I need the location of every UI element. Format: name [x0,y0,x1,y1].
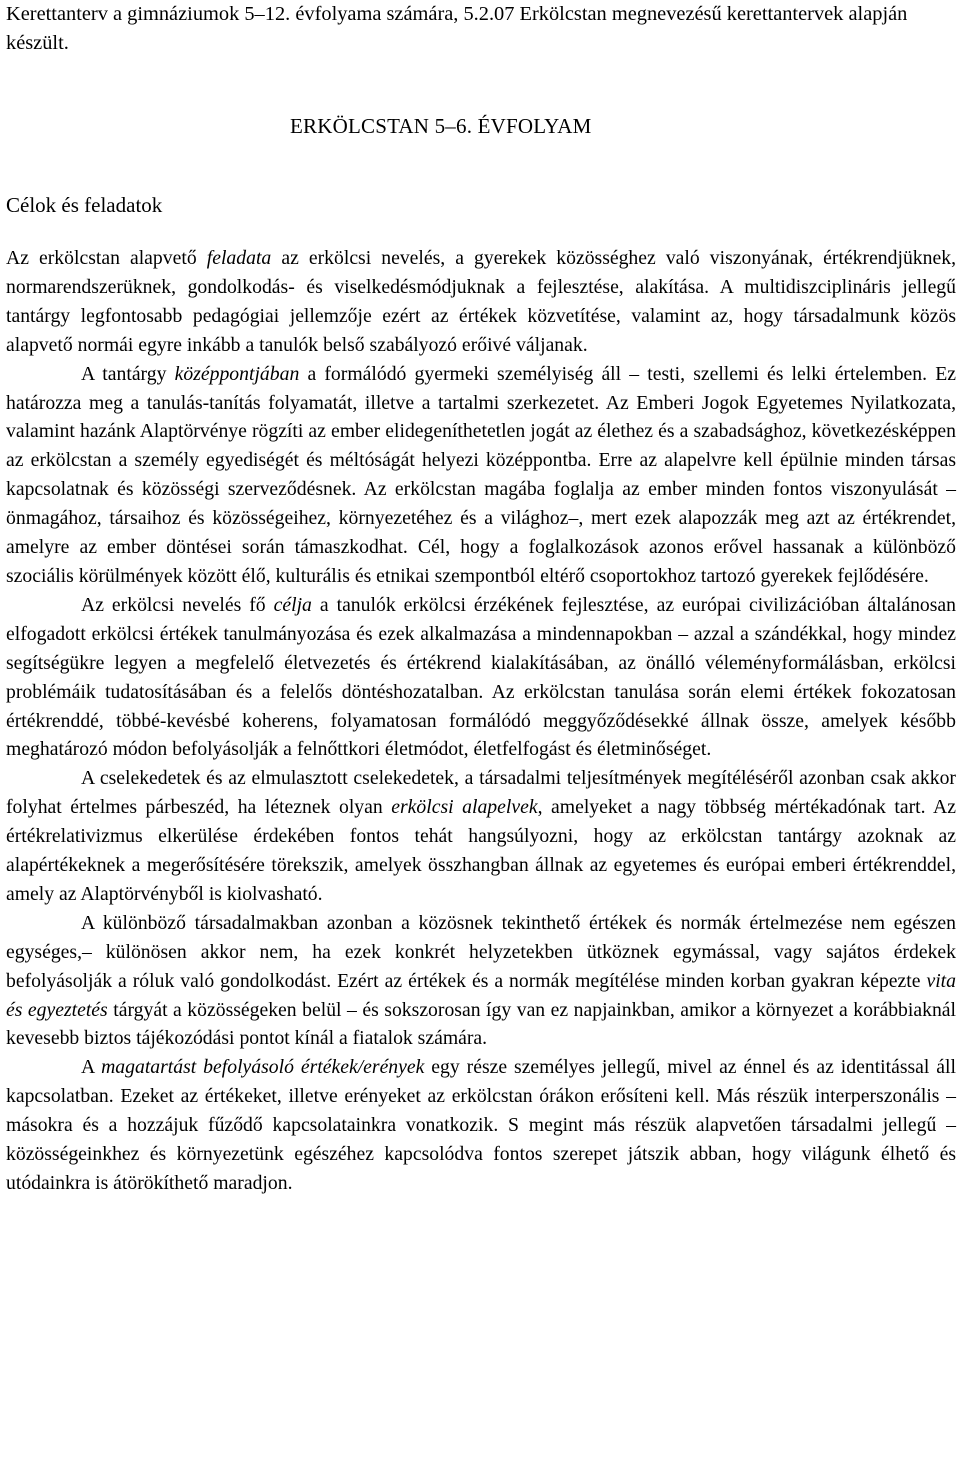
paragraph-4-emphasis: erkölcsi alapelvek [391,796,538,819]
paragraph-3 [6,591,956,764]
paragraph-5-emphasis: vita és egyeztetés [6,969,956,1021]
paragraph-2-emphasis: középpontjában [174,362,300,385]
paragraph-1-emphasis: feladata [206,247,272,269]
paragraph-4-text-b: , amelyeket a nagy többség mértékadónak tart. Az értékrelativizmus elkerülése érdekében fontos tehát hangsúlyozni, hogy az erkölcstan tantárgy azoknak az alapértékeknek a megerősítésére törekszik, amelyek összhangban állnak az egyetemes és európai emberi értékrenddel, amely az Alaptörvényből is kiolvasható. [6,796,956,905]
paragraph-2-text-b: a formálódó gyermeki személyiség áll – testi, szellemi és lelki értelemben. Ez határozza meg a tanulás-tanítás folyamatát, illetve a tartalmi szerkezetet. Az Emberi Jogok Egyetemes Nyilatkozata, valamint hazánk Alaptörvénye rögzíti az ember elidegeníthetetlen jogát az élethez és a szabadsághoz, következésképpen az erkölcstan a személy egyediségét és méltóságát helyezi középpontba. Erre az alapelvre kell épülnie minden társas kapcsolatnak és közösségi szerveződésnek. Az erkölcstan magába foglalja az ember minden fontos viszonyulását – önmagához, társaihoz és közösségeihez, környezetéhez és a világhoz–, mert ezek alapozzák meg azt az értékrendet, amelyre az ember döntései során támaszkodhat. Cél, hogy a foglalkozások azonos erővel hassanak a különböző szociális körülmények között élő, kulturális és etnikai szempontból eltérő csoportokhoz tartozó gyerekek fejlődésére. [6,362,956,587]
paragraph-3-emphasis: célja [273,593,312,616]
paragraph-4 [6,764,956,909]
paragraph-6-emphasis: magatartást befolyásoló értékek/erények [101,1056,425,1079]
document-header: Kerettanterv a gimnáziumok 5–12. évfolyama számára, 5.2.07 Erkölcstan megnevezésű kerettantervek alapján készült. [6,3,908,54]
paragraph-4-text-a: A cselekedetek és az elmulasztott cselekedetek, a társadalmi teljesítmények megítéléséről azonban csak akkor folyhat értelmes párbeszéd, ha léteznek olyan [6,767,956,819]
paragraph-3-text-b: a tanulók erkölcsi érzékének fejlesztése, az európai civilizációban általánosan elfogadott erkölcsi értékek tanulmányozása és ezek alkalmazása a mindennapokban – azzal a szándékkal, hogy mindez segítségükre legyen a megfelelő életvezetés és értékrend kialakításában, az önálló véleményformálásban, erkölcsi problémáik tudatosításában és a felelős döntéshozatalban. Az erkölcstan tanulása során elemi értékek fokozatosan értékrenddé, többé-kevésbé koherens, folyamatosan formálódó meggyőződésekké állnak össze, amelyek később meghatározó módon befolyásolják a felnőttkori életmódot, életfelfogást és életminőséget. [6,593,956,761]
paragraph-1-text-a: Az erkölcstan alapvető [6,247,207,269]
paragraph-1-text-b: az erkölcsi nevelés, a gyerekek közösséghez való viszonyának, értékrendjüknek, normarendszerüknek, gondolkodás- és viselkedésmódjuknak a fejlesztése, alakítása. A multidiszciplináris jellegű tantárgy legfontosabb pedagógiai jellemzője ezért az értékek közvetítése, valamint az, hogy társadalmunk közös alapvető normái egyre inkább a tanulók belső szabályozó erőivé váljanak. [6,247,956,356]
paragraph-5-text-a: A különböző társadalmakban azonban a közösnek tekinthető értékek és normák értelmezése nem egészen egységes,– különösen akkor nem, ha ezek konkrét helyzetekben ütköznek egymással, vagy sajátos érdekek befolyásolják a róluk való gondolkodást. Ezért az értékek és a normák megítélése minden korban gyakran képezte [6,911,956,992]
paragraph-1 [6,244,956,360]
section-heading: Célok és feladatok [6,193,163,217]
paragraph-5 [6,909,956,1054]
paragraph-2-text-a: A tantárgy [81,362,175,385]
paragraph-5-text-b: tárgyát a közösségeken belül – és sokszorosan így van ez napjainkban, amikor a környezet a korábbiaknál kevesebb biztos tájékozódási pontot kínál a fiatalok számára. [6,998,956,1050]
page-title: ERKÖLCSTAN 5–6. ÉVFOLYAM [290,114,592,138]
paragraph-6 [6,1053,956,1198]
paragraph-2 [6,360,956,591]
paragraph-6-text-b: egy része személyes jellegű, mivel az énnel és az identitással áll kapcsolatban. Ezeket az értékeket, illetve erényeket az erkölcstan órákon erősíteni kell. Más részük interperszonális – másokra és a hozzájuk fűződő kapcsolatainkra vonatkozik. S megint más részük alapvetően társadalmi jellegű – közösségeinkhez és környezetünk egészéhez kapcsolódva fontos szerepet játszik abban, hogy világunk élhető és utódainkra is átörökíthető maradjon. [6,1056,956,1194]
paragraph-3-text-a: Az erkölcsi nevelés fő [81,593,274,616]
body-text [6,244,956,1198]
paragraph-6-text-a: A [81,1056,102,1079]
